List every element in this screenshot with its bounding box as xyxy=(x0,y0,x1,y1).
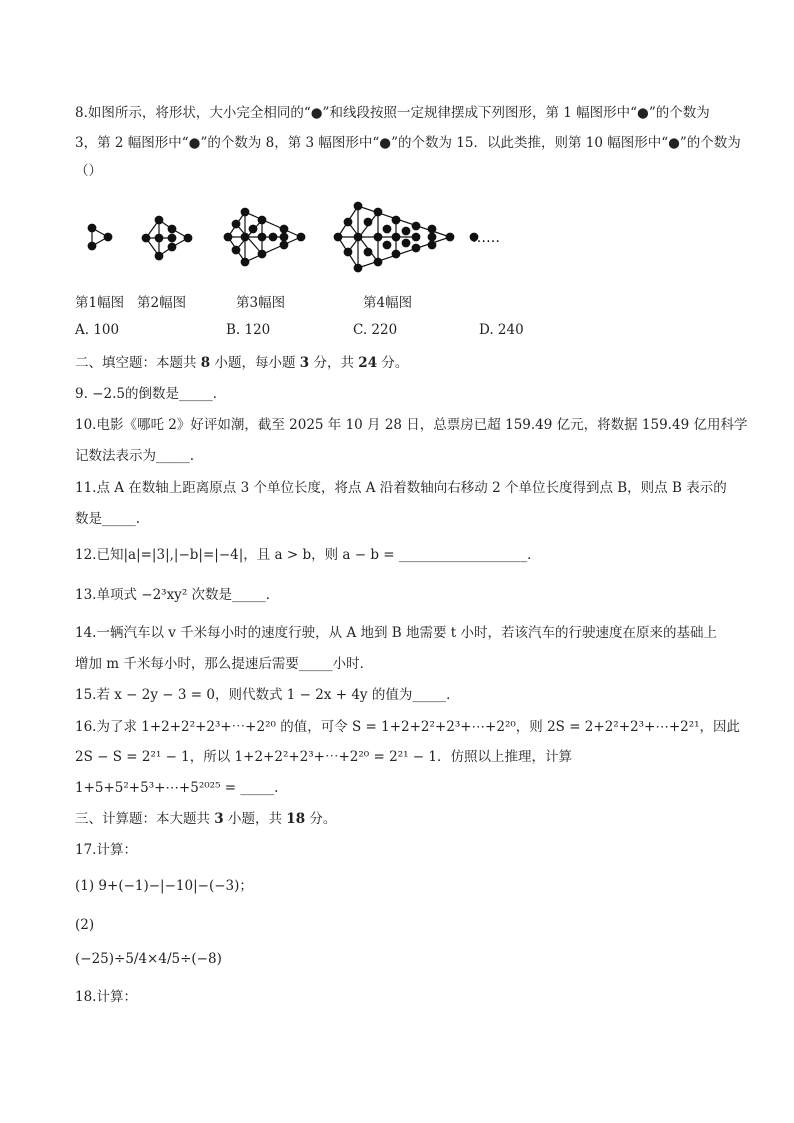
q13: 13.单项式 −2³xy² 次数是_____． xyxy=(75,587,280,603)
q12: 12.已知|a|=|3|,|−b|=|−4|，且 a > b，则 a − b = ___________________． xyxy=(75,547,541,563)
figure-ellipsis: …… xyxy=(472,230,500,246)
q16-line2: 2S − S = 2²¹ − 1，所以 1+2+2²+2³+⋯+2²⁰ = 2²¹ − 1．仿照以上推理，计算 xyxy=(75,749,573,765)
caption-fig1: 第1幅图 xyxy=(75,295,125,311)
option-d: D. 240 xyxy=(479,322,524,338)
caption-fig3: 第3幅图 xyxy=(236,295,286,311)
q16-line3: 1+5+5²+5³+⋯+5²⁰²⁵ = _____. xyxy=(75,780,279,796)
figure-2 xyxy=(142,216,192,260)
section3-header: 三、计算题：本大题共 3 小题，共 18 分。 xyxy=(75,811,337,827)
q17-part2-label: (2) xyxy=(75,917,95,933)
q15: 15.若 x − 2y − 3 = 0，则代数式 1 − 2x + 4y 的值为_____． xyxy=(75,687,460,703)
q9: 9. −2.5的倒数是_____． xyxy=(75,386,227,402)
q11-line1: 11.点 A 在数轴上距离原点 3 个单位长度，将点 A 沿着数轴向右移动 2 个单位长度得到点 B，则点 B 表示的 xyxy=(75,480,727,496)
figure-3 xyxy=(224,208,305,266)
q8-line1: 8.如图所示，将形状，大小完全相同的“●”和线段按照一定规律摆成下列图形，第 1 幅图形中“●”的个数为 xyxy=(75,105,710,121)
q16-line1: 16.为了求 1+2+2²+2³+⋯+2²⁰ 的值，可令 S = 1+2+2²+2³+⋯+2²⁰，则 2S = 2+2²+2³+⋯+2²¹，因此 xyxy=(75,719,741,735)
section2-header: 二、填空题：本题共 8 小题，每小题 3 分，共 24 分。 xyxy=(75,355,409,371)
q17-part1: (1) 9+(−1)−|−10|−(−3)； xyxy=(75,878,253,894)
q11-line2: 数是_____. xyxy=(75,511,141,527)
q17-title: 17.计算： xyxy=(75,842,137,858)
q8-line2: 3，第 2 幅图形中“●”的个数为 8，第 3 幅图形中“●”的个数为 15．以此类推，则第 10 幅图形中“●”的个数为 xyxy=(75,135,741,151)
q10-line2: 记数法表示为_____. xyxy=(75,448,195,464)
q14-line1: 14.一辆汽车以 v 千米每小时的速度行驶，从 A 地到 B 地需要 t 小时，若该汽车的行驶速度在原来的基础上 xyxy=(75,625,718,641)
option-a: A. 100 xyxy=(75,322,120,338)
q18-title: 18.计算： xyxy=(75,989,137,1005)
q10-line1: 10.电影《哪吒 2》好评如潮，截至 2025 年 10 月 28 日，总票房已超 159.49 亿元，将数据 159.49 亿用科学 xyxy=(75,417,748,433)
q14-line2: 增加 m 千米每小时，那么提速后需要_____小时． xyxy=(75,656,374,672)
pattern-figures xyxy=(70,196,510,282)
q17-part2: (−25)÷5/4×4/5÷(−8) xyxy=(75,951,222,967)
figure-1 xyxy=(88,224,112,250)
option-c: C. 220 xyxy=(353,322,398,338)
caption-fig4: 第4幅图 xyxy=(363,295,413,311)
option-b: B. 120 xyxy=(226,322,271,338)
caption-fig2: 第2幅图 xyxy=(137,295,187,311)
q8-line3: （） xyxy=(75,163,102,179)
figure-4 xyxy=(334,202,478,272)
